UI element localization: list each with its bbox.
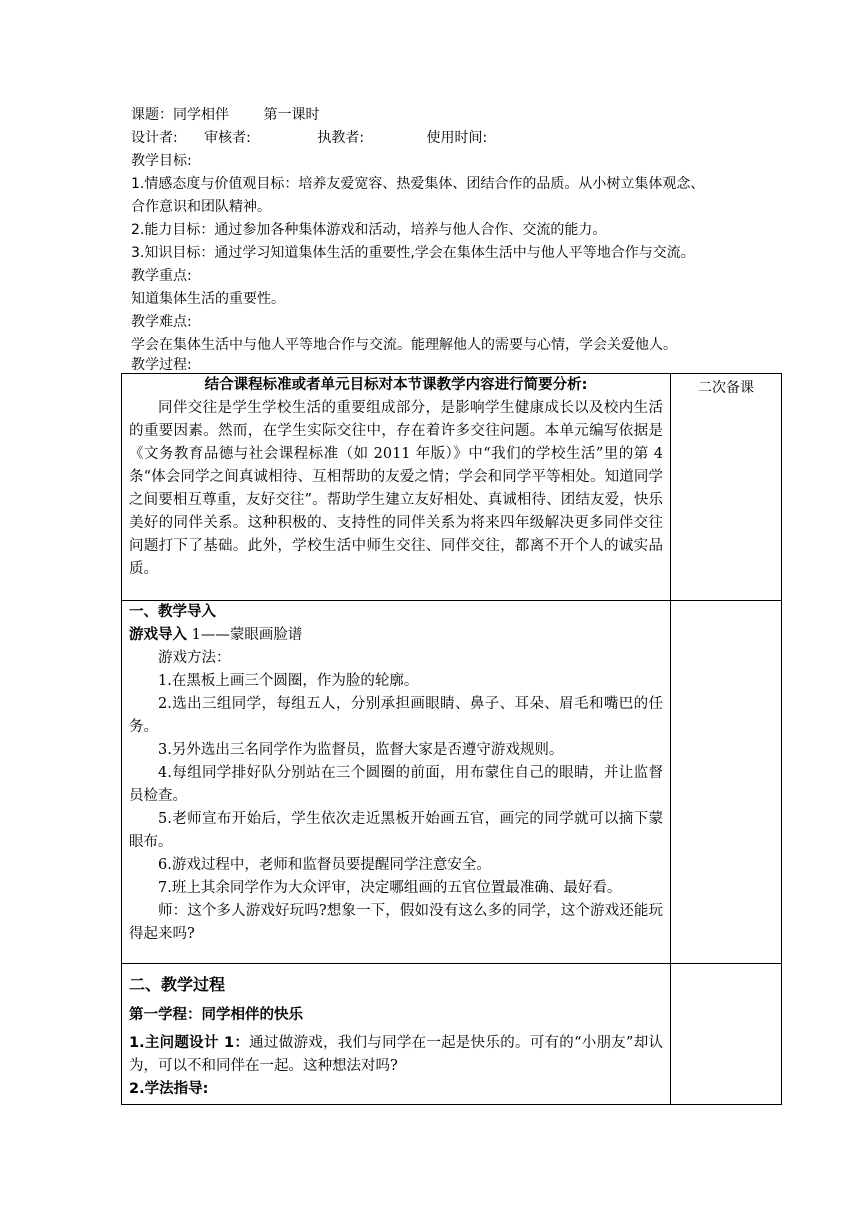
process-cell xyxy=(122,964,671,1105)
main-question-text: 通过做游戏，我们与同学在一起是快乐的。可有的“小朋友”却认为，可以不和同伴在一起。这种想法对吗? xyxy=(129,1035,663,1074)
process-side-cell xyxy=(671,964,782,1105)
analysis-cell xyxy=(122,374,671,601)
designer-label: 设计者: xyxy=(131,130,178,146)
lesson-plan-table xyxy=(121,373,782,1105)
goal-3: 3.知识目标：通过学习知道集体生活的重要性,学会在集体生活中与他人平等地合作与交流。 xyxy=(131,245,695,261)
staff-line xyxy=(131,127,771,149)
analysis-row xyxy=(122,374,782,601)
use-time-label: 使用时间: xyxy=(426,130,488,146)
second-prep-cell xyxy=(671,374,782,601)
process-row xyxy=(122,964,782,1105)
topic-label: 课题：同学相伴 xyxy=(131,107,229,123)
goals-title: 教学目标: xyxy=(131,153,192,169)
key-points-text: 知道集体生活的重要性。 xyxy=(131,291,285,307)
step-5: 5.老师宣布开始后，学生依次走近黑板开始画五官，画完的同学就可以摘下蒙眼布。 xyxy=(129,811,663,850)
analysis-title: 结合课程标准或者单元目标对本节课教学内容进行简要分析: xyxy=(204,377,588,393)
stage-title: 第一学程：同学相伴的快乐 xyxy=(129,1007,303,1023)
game-title-bold: 游戏导入 xyxy=(129,627,187,643)
lesson-topic-line xyxy=(131,104,771,126)
game-method: 游戏方法： xyxy=(158,650,231,666)
main-question-label: 1.主问题设计 1： xyxy=(129,1035,250,1051)
step-2: 2.选出三组同学，每组五人，分别承担画眼睛、鼻子、耳朵、眉毛和嘴巴的任务。 xyxy=(129,696,663,735)
process-section-title: 二、教学过程 xyxy=(129,975,226,994)
step-3: 3.另外选出三名同学作为监督员，监督大家是否遵守游戏规则。 xyxy=(158,742,564,758)
step-4: 4.每组同学排好队分别站在三个圆圈的前面，用布蒙住自己的眼睛，并让监督员检查。 xyxy=(129,765,663,804)
key-points-title: 教学重点: xyxy=(131,268,192,284)
main-question xyxy=(129,1032,663,1078)
intro-side-cell xyxy=(671,601,782,964)
second-prep-label: 二次备课 xyxy=(698,380,754,396)
method-guide: 2.学法指导: xyxy=(129,1081,209,1097)
step-6: 6.游戏过程中，老师和监督员要提醒同学注意安全。 xyxy=(158,857,491,873)
game-title-rest: 1——蒙眼画脸谱 xyxy=(187,627,303,643)
goal-1-line-1: 1.情感态度与价值观目标：培养友爱宽容、热爱集体、团结合作的品质。从小树立集体观念、 xyxy=(131,176,705,192)
difficulty-title: 教学难点: xyxy=(131,314,192,330)
executor-label: 执教者: xyxy=(317,130,365,146)
analysis-text: 同伴交往是学生学校生活的重要组成部分，是影响学生健康成长以及校内生活的重要因素。然而，在学生实际交往中，存在着许多交往问题。本单元编写依据是《文务教育品德与社会课程标准（如 2011 年版）》中“我们的学校生活”里的第 4 条“体会同学之间真诚相待、互相帮助的友爱之情；学会和同学平等相处。知道同学之间要相互尊重，友好交往”。帮助学生建立友好相处、真诚相待、团结友爱，快乐美好的同伴关系。这种积极的、支持性的同伴关系为将来四年级解决更多同伴交往问题打下了基础。此外，学校生活中师生交往、同伴交往，都离不开个人的诚实品质。 xyxy=(129,400,663,577)
step-1: 1.在黑板上画三个圆圈，作为脸的轮廓。 xyxy=(158,673,419,689)
intro-title: 一、教学导入 xyxy=(129,604,216,620)
lesson-number: 第一课时 xyxy=(263,107,320,123)
process-title: 教学过程: xyxy=(131,357,192,373)
intro-row xyxy=(122,601,782,964)
intro-cell xyxy=(122,601,671,964)
reviewer-label: 审核者: xyxy=(204,130,251,146)
step-7: 7.班上其余同学作为大众评审，决定哪组画的五官位置最准确、最好看。 xyxy=(158,880,622,896)
goal-2: 2.能力目标：通过参加各种集体游戏和活动，培养与他人合作、交流的能力。 xyxy=(131,222,607,238)
goal-1-line-2: 合作意识和团队精神。 xyxy=(131,199,271,215)
difficulty-text: 学会在集体生活中与他人平等地合作与交流。能理解他人的需要与心情，学会关爱他人。 xyxy=(131,337,677,353)
teacher-question: 师：这个多人游戏好玩吗?想象一下，假如没有这么多的同学，这个游戏还能玩得起来吗? xyxy=(129,903,663,942)
game-title xyxy=(129,624,663,647)
